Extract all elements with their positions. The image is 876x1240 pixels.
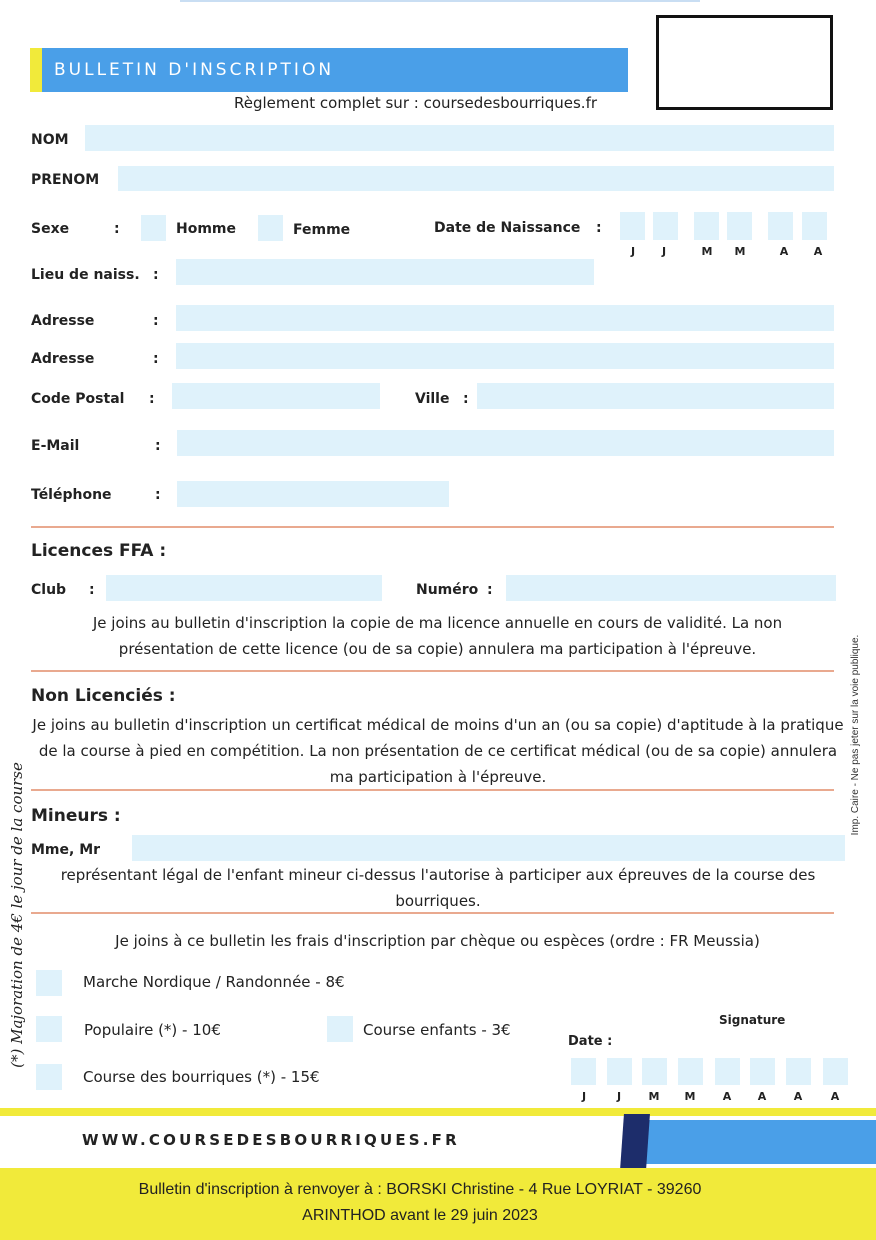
populaire-checkbox[interactable] [36,1016,62,1042]
birth-day-1[interactable] [620,212,645,240]
guardian-field[interactable] [132,835,845,861]
divider-non-licencies [31,789,834,791]
footer-top-stripe [0,1108,876,1116]
nom-field[interactable] [85,125,834,151]
email-colon: : [155,438,161,454]
femme-checkbox[interactable] [258,215,283,241]
sexe-label: Sexe [31,221,70,237]
lieu-label: Lieu de naiss. [31,267,140,283]
nom-label: NOM [31,132,69,148]
marche-label: Marche Nordique / Randonnée - 8€ [83,973,345,991]
footer-blue-block [636,1120,876,1164]
sign-letter-m2: M [684,1090,696,1103]
numero-colon: : [487,582,493,598]
birth-year-2[interactable] [802,212,827,240]
sign-letter-a2: A [757,1090,767,1103]
homme-label: Homme [176,221,237,237]
mineurs-title: Mineurs : [31,806,121,826]
sign-letter-j2: J [616,1090,622,1103]
form-title: BULLETIN D'INSCRIPTION [54,60,335,80]
birth-month-2[interactable] [727,212,752,240]
sign-letter-j1: J [581,1090,587,1103]
telephone-field[interactable] [177,481,449,507]
sign-date-box-2[interactable] [607,1058,632,1085]
website-text: WWW.COURSEDESBOURRIQUES.FR [82,1131,460,1149]
sign-letter-a4: A [830,1090,840,1103]
birth-month-1[interactable] [694,212,719,240]
signature-label: Signature [719,1013,786,1027]
prenom-field[interactable] [118,166,834,191]
email-label: E-Mail [31,438,80,454]
lieu-colon: : [153,267,159,283]
non-licencies-text: Je joins au bulletin d'inscription un certificat médical de moins d'un an (ou sa copie) d'aptitude à la pratique de la course à pied en compétition. La non présentation de ce certificat médical (ou de sa copie) annulera ma participation à l'épreuve. [32,716,844,786]
birth-letter-j2: J [661,245,667,258]
date-naissance-colon: : [596,220,602,236]
photo-box [656,15,833,110]
telephone-colon: : [155,487,161,503]
birth-day-2[interactable] [653,212,678,240]
sign-letter-m1: M [648,1090,660,1103]
non-licencies-title: Non Licenciés : [31,686,176,706]
code-postal-label: Code Postal [31,391,125,407]
sign-date-box-5[interactable] [715,1058,740,1085]
guardian-label: Mme, Mr [31,842,101,858]
birth-letter-m2: M [734,245,746,258]
numero-field[interactable] [506,575,836,601]
sign-date-box-3[interactable] [642,1058,667,1085]
club-label: Club [31,582,67,598]
header-accent-stripe [30,48,42,92]
licences-text: Je joins au bulletin d'inscription la copie de ma licence annuelle en cours de validité. La non présentation de cette licence (ou de sa copie) annulera ma participation à l'épreuve. [92,614,783,658]
adresse1-field[interactable] [176,305,834,331]
code-postal-colon: : [149,391,155,407]
sign-letter-a3: A [793,1090,803,1103]
sign-date-box-1[interactable] [571,1058,596,1085]
birth-letter-a2: A [813,245,823,258]
birth-year-1[interactable] [768,212,793,240]
licences-title: Licences FFA : [31,541,167,561]
adresse2-colon: : [153,351,159,367]
lieu-field[interactable] [176,259,594,285]
sexe-colon: : [114,221,120,237]
adresse2-field[interactable] [176,343,834,369]
sign-date-box-4[interactable] [678,1058,703,1085]
ville-colon: : [463,391,469,407]
ville-field[interactable] [477,383,834,409]
footer-yellow-band [0,1168,876,1240]
adresse2-label: Adresse [31,351,95,367]
femme-label: Femme [293,222,351,238]
numero-label: Numéro [416,582,479,598]
birth-letter-j1: J [630,245,636,258]
homme-checkbox[interactable] [141,215,166,241]
rules-note: Règlement complet sur : coursedesbourriques.fr [234,94,598,112]
ville-label: Ville [415,391,450,407]
enfants-label: Course enfants - 3€ [363,1021,511,1039]
birth-letter-a1: A [779,245,789,258]
date-naissance-label: Date de Naissance [434,220,581,236]
club-field[interactable] [106,575,382,601]
birth-letter-m1: M [701,245,713,258]
email-field[interactable] [177,430,834,456]
footer-dark-slash [620,1114,650,1170]
marche-checkbox[interactable] [36,970,62,996]
divider-identity [31,526,834,528]
enfants-checkbox[interactable] [327,1016,353,1042]
sign-letter-a1: A [722,1090,732,1103]
sign-date-box-6[interactable] [750,1058,775,1085]
bourriques-checkbox[interactable] [36,1064,62,1090]
surcharge-note: (*) Majoration de 4€ le jour de la course [8,762,26,1068]
payment-text: Je joins à ce bulletin les frais d'inscription par chèque ou espèces (ordre : FR Meussia) [115,932,760,950]
telephone-label: Téléphone [31,487,112,503]
sign-date-box-8[interactable] [823,1058,848,1085]
sign-date-box-7[interactable] [786,1058,811,1085]
populaire-label: Populaire (*) - 10€ [84,1021,221,1039]
return-address-line2: ARINTHOD avant le 29 juin 2023 [302,1207,538,1224]
code-postal-field[interactable] [172,383,380,409]
mineurs-text: représentant légal de l'enfant mineur ci-dessus l'autorise à participer aux épreuves de la course des bourriques. [60,866,816,910]
divider-mineurs [31,912,834,914]
club-colon: : [89,582,95,598]
bourriques-label: Course des bourriques (*) - 15€ [83,1068,320,1086]
adresse1-colon: : [153,313,159,329]
divider-licences [31,670,834,672]
header-banner [42,48,628,92]
prenom-label: PRENOM [31,172,100,188]
date-label: Date : [568,1034,613,1049]
return-address-line1: Bulletin d'inscription à renvoyer à : BORSKI Christine - 4 Rue LOYRIAT - 39260 [138,1181,702,1198]
printer-note: Imp. Caire - Ne pas jeter sur la voie publique. [850,634,861,836]
adresse1-label: Adresse [31,313,95,329]
top-edge-line [180,0,700,2]
